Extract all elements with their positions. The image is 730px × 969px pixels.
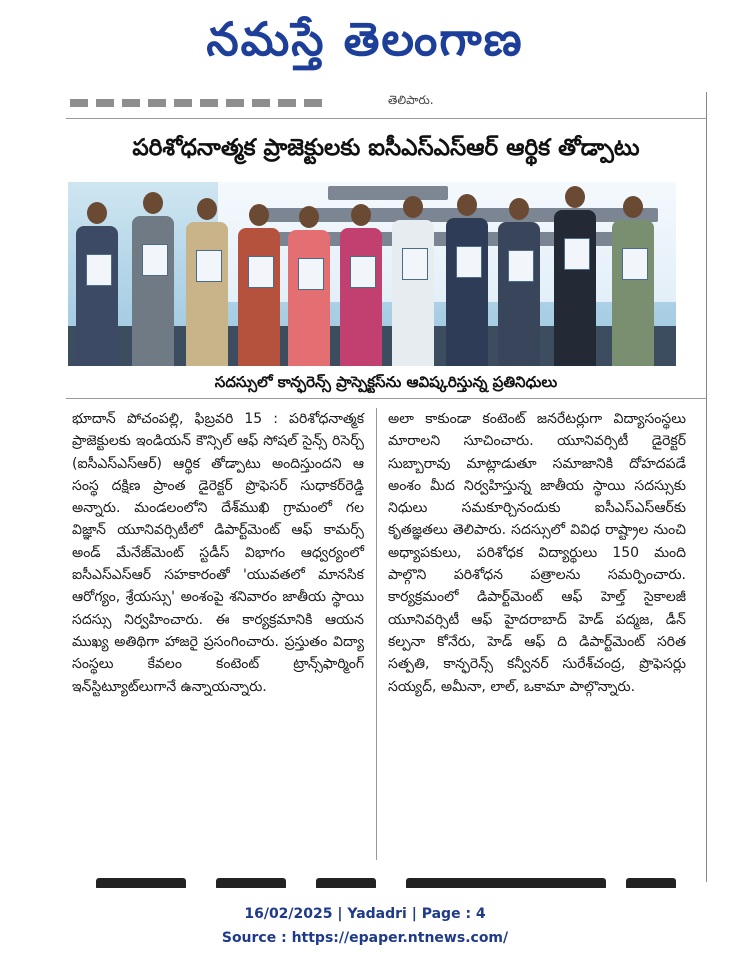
event-photo: [68, 182, 676, 366]
cut-off-text-left: [70, 93, 370, 111]
article-column-right: అలా కాకుండా కంటెంట్ జనరేటర్లుగా విద్యాసంస్థలు మారాలని సూచించారు. యూనివర్సిటీ డైరెక్టర్ సుబ్బారావు మాట్లాడుతూ సమాజానికి దోహదపడే అంశం మీద నిర్వహిస్తున్న జాతీయ స్థాయి సదస్సుకు నిధులు సమకూర్చినందుకు ఐసీఎస్ఎస్ఆర్‌కు కృతజ్ఞతలు తెలిపారు. సదస్సులో వివిధ రాష్ట్రాల నుంచి అధ్యాపకులు, పరిశోధక విద్యార్థులు 150 మంది పాల్గొని పరిశోధన పత్రాలను సమర్పించారు. కార్యక్రమంలో డిపార్ట్‌మెంట్ ఆఫ్ హెల్త్ సైకాలజీ యూనివర్సిటీ ఆఫ్ హైదరాబాద్ హెడ్ పద్మజ, డీన్ కల్పనా కోనేరు, హెడ్ ఆఫ్ ది డిపార్ట్‌మెంట్ సరిత సత్పతి, కాన్ఫరెన్స్ కన్వీనర్ సురేశ్‌చంద్ర, ప్రొఫెసర్లు సయ్యద్, అమీనా, లాల్, ఒకామా పాల్గొన్నారు.: [388, 411, 686, 695]
person: [130, 192, 176, 366]
footer-date-edition: 16/02/2025 | Yadadri | Page : 4: [244, 906, 486, 922]
masthead: [0, 0, 730, 90]
cut-off-next-headline: [66, 874, 706, 888]
person: [496, 198, 542, 366]
person: [74, 202, 120, 366]
article-headline: పరిశోధనాత్మక ప్రాజెక్టులకు ఐసీఎస్ఎస్ఆర్ ఆర్థిక తోడ్పాటు: [132, 135, 640, 161]
photo-caption: సదస్సులో కాన్ఫరెన్స్ ప్రాస్పెక్టస్‌ను ఆవిష్కరిస్తున్న ప్రతినిధులు: [66, 370, 706, 399]
person: [390, 196, 436, 366]
cut-off-text-right: తెలిపారు.: [388, 93, 434, 107]
person: [236, 204, 282, 366]
article-column-left: భూదాన్ పోచంపల్లి, ఫిబ్రవరి 15 : పరిశోధనాత్మక ప్రాజెక్టులకు ఇండియన్ కౌన్సిల్ ఆఫ్ సోషల్ సైన్స్ రిసెర్చ్ (ఐసీఎస్ఎస్ఆర్) ఆర్థిక తోడ్పాటు అందిస్తుందని ఆ సంస్థ దక్షిణ ప్రాంత డైరెక్టర్ ప్రొఫెసర్ సుధాకర్‌రెడ్డి అన్నారు. మండలంలోని దేశ్‌ముఖి గ్రామంలో గల విజ్ఞాన్ యూనివర్సిటీలో డిపార్ట్‌మెంట్ ఆఫ్ కామర్స్ అండ్ మేనేజ్‌మెంట్ స్టడీస్ విభాగం ఆధ్వర్యంలో ఐసీఎస్ఎస్ఆర్ సహకారంతో 'యువతలో మానసిక ఆరోగ్యం, శ్రేయస్సు' అంశంపై శనివారం జాతీయ స్థాయి సదస్సు నిర్వహించారు. ఈ కార్యక్రమానికి ఆయన ముఖ్య అతిథిగా హాజరై ప్రసంగించారు. ప్రస్తుతం విద్యా సంస్థలు కేవలం కంటెంట్ ట్రాన్స్‌ఫార్మింగ్ ఇన్‌స్టిట్యూట్‌లుగానే ఉన్నాయన్నారు.: [72, 411, 364, 695]
footer-source: Source : https://epaper.ntnews.com/: [221, 930, 509, 946]
person: [552, 186, 598, 366]
person: [338, 204, 384, 366]
newspaper-logo: నమస్తే తెలంగాణ: [206, 12, 524, 66]
column-divider: [376, 408, 377, 860]
divider: [66, 118, 706, 119]
person: [610, 196, 656, 366]
person: [184, 198, 230, 366]
person: [444, 194, 490, 366]
person: [286, 206, 332, 366]
